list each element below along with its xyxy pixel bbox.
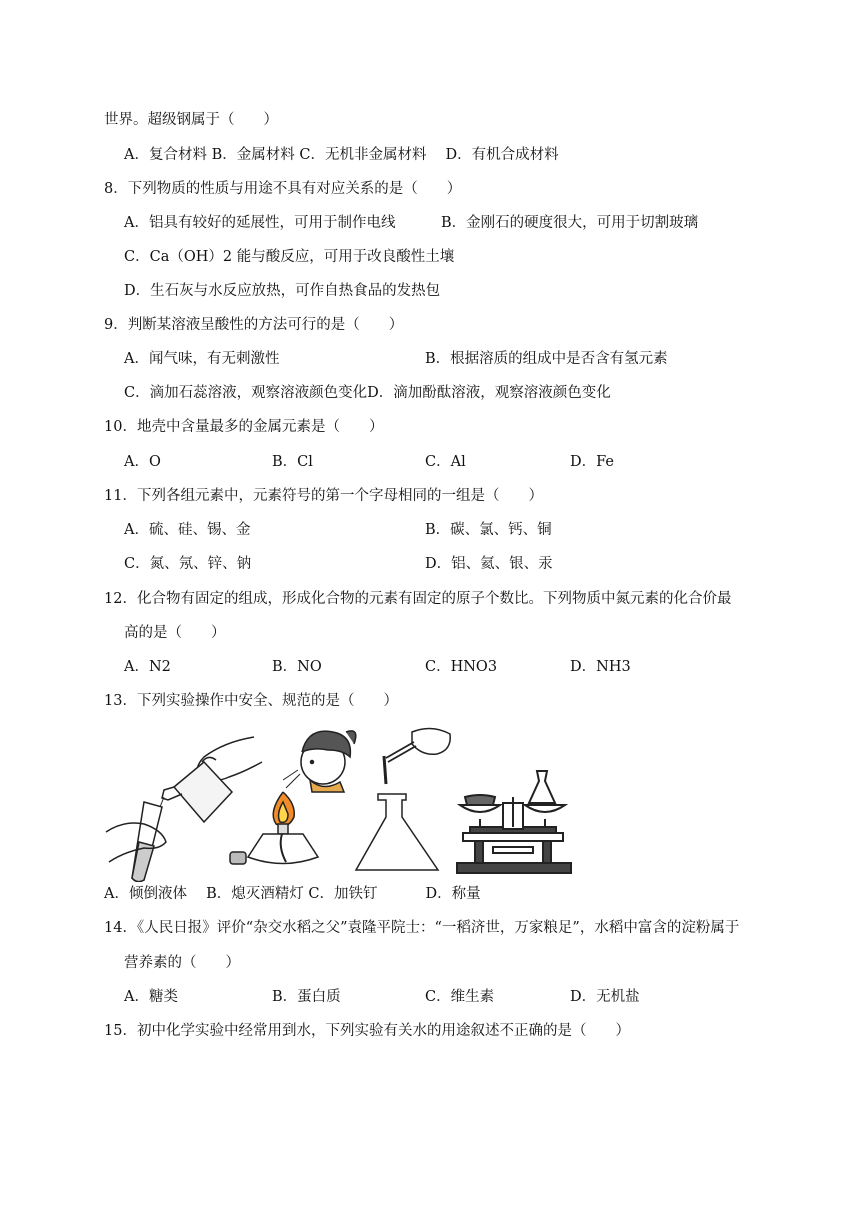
q11-option-b: B．碳、氯、钙、铜 xyxy=(425,522,552,538)
q8-option-d: D．生石灰与水反应放热，可作自热食品的发热包 xyxy=(124,283,441,299)
q9-option-a: A．闻气味，有无刺激性 xyxy=(124,351,280,367)
q8-option-a: A．铝具有较好的延展性，可用于制作电线 xyxy=(124,215,396,231)
balance-scale-illustration xyxy=(455,767,575,875)
q8-stem: 8．下列物质的性质与用途不具有对应关系的是（ ） xyxy=(104,181,462,197)
q11-option-c: C．氮、氖、锌、钠 xyxy=(124,556,252,572)
q14-stem-line2: 营养素的（ ） xyxy=(124,955,240,971)
q10-option-c: C．Al xyxy=(425,454,466,470)
q14-option-c: C．维生素 xyxy=(425,989,495,1005)
q8-option-b: B．金刚石的硬度很大，可用于切割玻璃 xyxy=(441,215,699,231)
q14-option-a: A．糖类 xyxy=(124,989,178,1005)
q12-stem-line1: 12．化合物有固定的组成，形成化合物的元素有固定的原子个数比。下列物质中氮元素的化合价最 xyxy=(104,591,732,607)
q7-options: A．复合材料 B．金属材料 C．无机非金属材料 D．有机合成材料 xyxy=(124,147,559,163)
q14-option-d: D．无机盐 xyxy=(570,989,640,1005)
q12-option-a: A．N2 xyxy=(124,659,171,675)
q14-option-b: B．蛋白质 xyxy=(272,989,341,1005)
q15-stem: 15．初中化学实验中经常用到水，下列实验有关水的用途叙述不正确的是（ ） xyxy=(104,1023,630,1039)
q10-option-a: A．O xyxy=(124,454,161,470)
add-iron-nail-illustration xyxy=(352,722,462,872)
q12-option-c: C．HNO3 xyxy=(425,659,498,675)
q10-option-d: D．Fe xyxy=(570,454,614,470)
q8-option-c: C．Ca（OH）2 能与酸反应，可用于改良酸性土壤 xyxy=(124,249,455,265)
q7-stem-tail: 世界。超级钢属于（ ） xyxy=(104,112,278,128)
q9-stem: 9．判断某溶液呈酸性的方法可行的是（ ） xyxy=(104,317,404,333)
q10-stem: 10．地壳中含量最多的金属元素是（ ） xyxy=(104,419,384,435)
q12-option-b: B．NO xyxy=(272,659,322,675)
q14-stem-line1: 14．《人民日报》评价“杂交水稻之父”袁隆平院士：“一稻济世，万家粮足”，水稻中富含的淀粉属于 xyxy=(104,920,740,936)
q12-option-d: D．NH3 xyxy=(570,659,631,675)
q11-stem: 11．下列各组元素中，元素符号的第一个字母相同的一组是（ ） xyxy=(104,488,543,504)
q11-option-a: A．硫、硅、锡、金 xyxy=(124,522,251,538)
q9-option-b: B．根据溶质的组成中是否含有氢元素 xyxy=(425,351,668,367)
q12-stem-line2: 高的是（ ） xyxy=(124,625,226,641)
q13-stem: 13．下列实验操作中安全、规范的是（ ） xyxy=(104,693,398,709)
q9-option-cd: C．滴加石蕊溶液，观察溶液颜色变化D．滴加酚酞溶液，观察溶液颜色变化 xyxy=(124,385,611,401)
q13-options: A．倾倒液体 B．熄灭酒精灯 C．加铁钉 D．称量 xyxy=(104,886,481,902)
q10-option-b: B．Cl xyxy=(272,454,313,470)
q11-option-d: D．铝、氦、银、汞 xyxy=(425,556,553,572)
blow-alcohol-lamp-illustration xyxy=(228,722,368,872)
